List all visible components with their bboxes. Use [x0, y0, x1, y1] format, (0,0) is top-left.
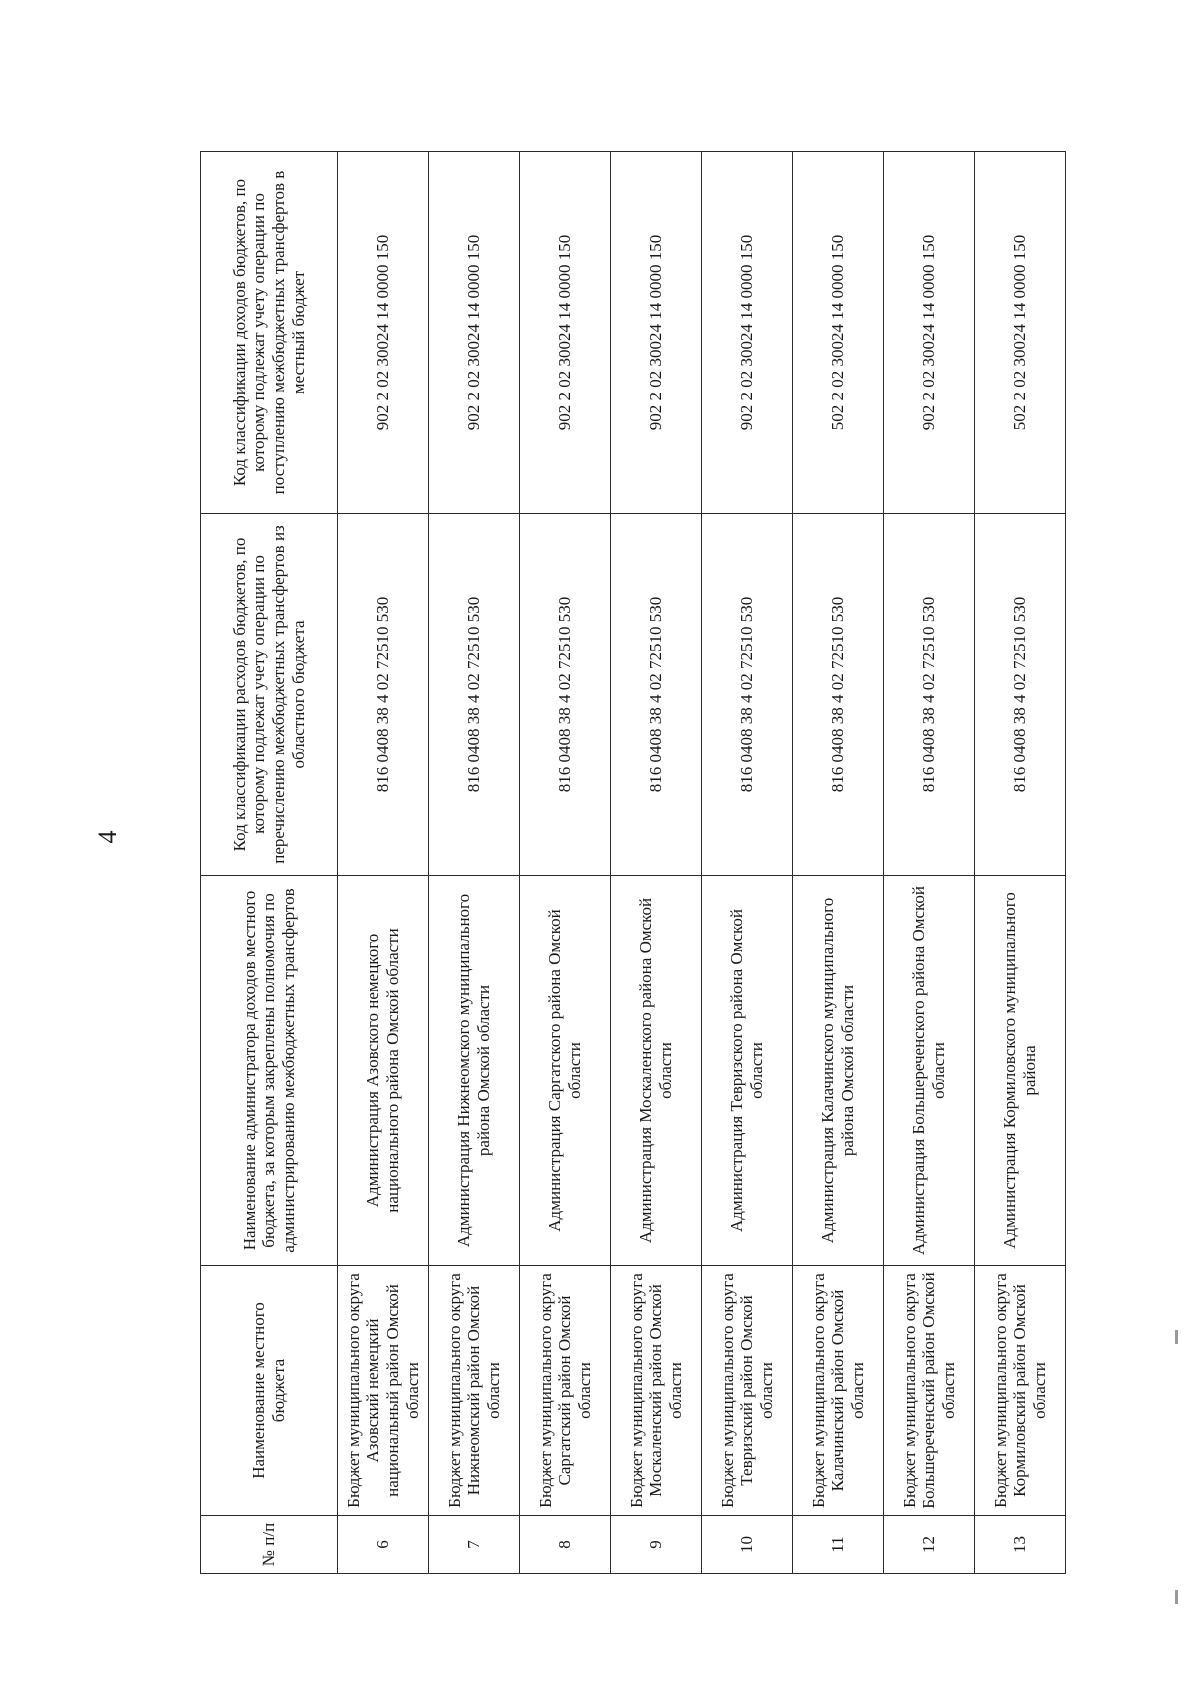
- cell-expense-code: 816 0408 38 4 02 72510 530: [793, 514, 884, 876]
- header-administrator: Наименование администратора доходов местного бюджета, за которым закреплены полномочия по администрированию межбюджетных трансфертов: [201, 876, 338, 1266]
- cell-budget-name: Бюджет муниципального округа Большереченский район Омской области: [884, 1266, 975, 1516]
- cell-expense-code: 816 0408 38 4 02 72510 530: [338, 514, 429, 876]
- cell-administrator: Администрация Нижнеомского муниципального района Омской области: [429, 876, 520, 1266]
- cell-expense-code: 816 0408 38 4 02 72510 530: [429, 514, 520, 876]
- table-row: [429, 152, 520, 1574]
- cell-num: 9: [611, 1516, 702, 1574]
- cell-expense-code: 816 0408 38 4 02 72510 530: [975, 514, 1066, 876]
- table-row: [520, 152, 611, 1574]
- cell-num: 11: [793, 1516, 884, 1574]
- cell-budget-name: Бюджет муниципального округа Тевризский район Омской области: [702, 1266, 793, 1516]
- cell-income-code: 902 2 02 30024 14 0000 150: [611, 152, 702, 514]
- cell-num: 10: [702, 1516, 793, 1574]
- cell-administrator: Администрация Азовского немецкого национального района Омской области: [338, 876, 429, 1266]
- table-row: [611, 152, 702, 1574]
- header-expense-code: Код классификации расходов бюджетов, по которому подлежат учету операции по перечислению межбюджетных трансфертов из областного бюджета: [201, 514, 338, 876]
- cell-income-code: 902 2 02 30024 14 0000 150: [884, 152, 975, 514]
- table-row: [975, 152, 1066, 1574]
- cell-expense-code: 816 0408 38 4 02 72510 530: [884, 514, 975, 876]
- cell-budget-name: Бюджет муниципального округа Азовский немецкий национальный район Омской области: [338, 1266, 429, 1516]
- scan-mark: [1175, 1590, 1178, 1604]
- cell-administrator: Администрация Москаленского района Омской области: [611, 876, 702, 1266]
- budget-table: [200, 151, 1066, 1574]
- cell-income-code: 502 2 02 30024 14 0000 150: [793, 152, 884, 514]
- cell-budget-name: Бюджет муниципального округа Кормиловский район Омской области: [975, 1266, 1066, 1516]
- header-budget-name: Наименование местного бюджета: [201, 1266, 338, 1516]
- cell-num: 8: [520, 1516, 611, 1574]
- scan-mark: [1175, 1330, 1178, 1344]
- cell-income-code: 902 2 02 30024 14 0000 150: [338, 152, 429, 514]
- table-row: [338, 152, 429, 1574]
- table-wrapper: [200, 152, 1058, 1574]
- cell-administrator: Администрация Калачинского муниципального района Омской области: [793, 876, 884, 1266]
- cell-administrator: Администрация Кормиловского муниципального района: [975, 876, 1066, 1266]
- cell-expense-code: 816 0408 38 4 02 72510 530: [611, 514, 702, 876]
- table-row: [702, 152, 793, 1574]
- cell-num: 13: [975, 1516, 1066, 1574]
- cell-administrator: Администрация Тевризского района Омской области: [702, 876, 793, 1266]
- header-num: № п/п: [201, 1516, 338, 1574]
- cell-budget-name: Бюджет муниципального округа Калачинский район Омской области: [793, 1266, 884, 1516]
- table-row: [793, 152, 884, 1574]
- cell-income-code: 902 2 02 30024 14 0000 150: [520, 152, 611, 514]
- table-row: [884, 152, 975, 1574]
- cell-num: 12: [884, 1516, 975, 1574]
- cell-income-code: 902 2 02 30024 14 0000 150: [702, 152, 793, 514]
- page-number: 4: [93, 830, 122, 844]
- cell-administrator: Администрация Большереченского района Омской области: [884, 876, 975, 1266]
- cell-budget-name: Бюджет муниципального округа Саргатский район Омской области: [520, 1266, 611, 1516]
- cell-administrator: Администрация Саргатского района Омской области: [520, 876, 611, 1266]
- cell-income-code: 902 2 02 30024 14 0000 150: [429, 152, 520, 514]
- cell-num: 6: [338, 1516, 429, 1574]
- cell-num: 7: [429, 1516, 520, 1574]
- cell-income-code: 502 2 02 30024 14 0000 150: [975, 152, 1066, 514]
- cell-budget-name: Бюджет муниципального округа Москаленский район Омской области: [611, 1266, 702, 1516]
- cell-budget-name: Бюджет муниципального округа Нижнеомский район Омской области: [429, 1266, 520, 1516]
- table-header-row: [201, 152, 338, 1574]
- cell-expense-code: 816 0408 38 4 02 72510 530: [702, 514, 793, 876]
- cell-expense-code: 816 0408 38 4 02 72510 530: [520, 514, 611, 876]
- header-income-code: Код классификации доходов бюджетов, по которому подлежат учету операции по поступлению межбюджетных трансфертов в местный бюджет: [201, 152, 338, 514]
